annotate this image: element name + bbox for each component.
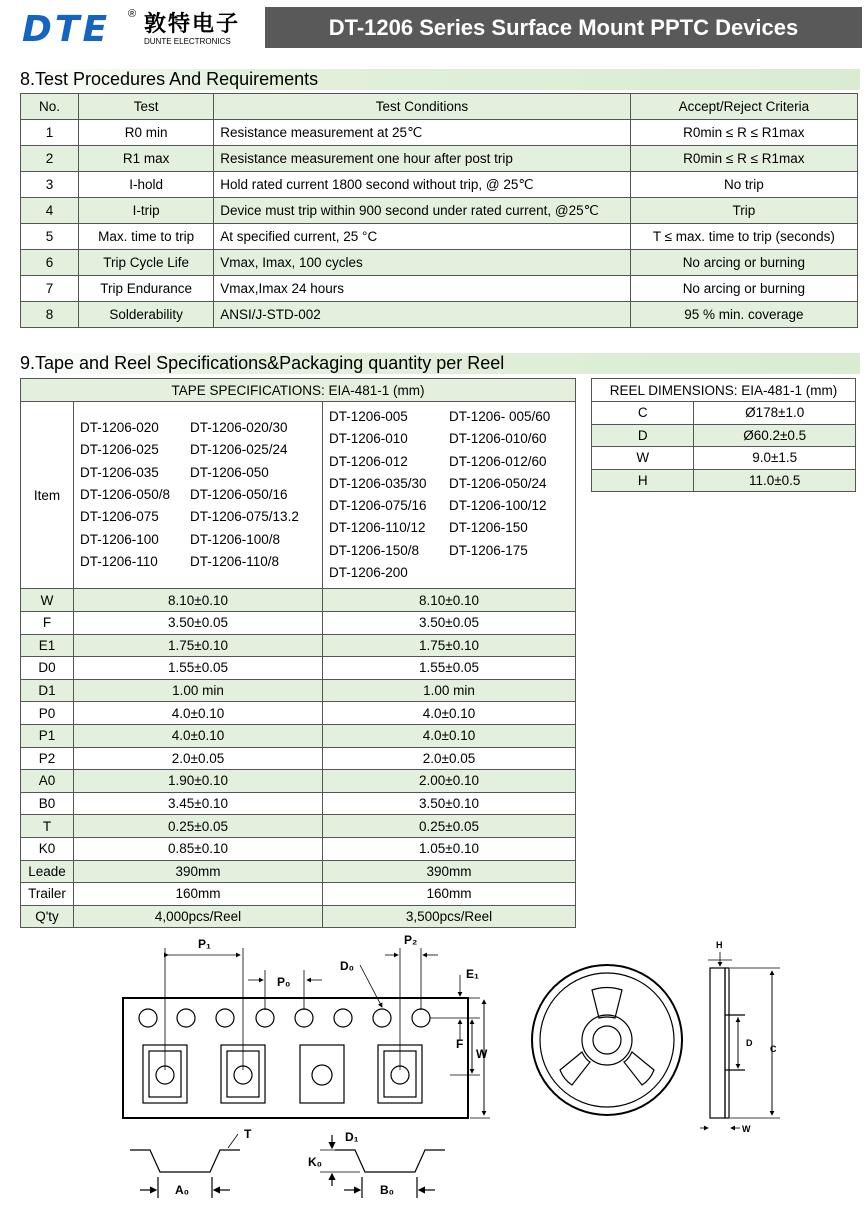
table-row xyxy=(21,146,858,172)
item-part-number: DT-1206-020/30 xyxy=(190,420,288,436)
table-row xyxy=(592,402,856,425)
table-cell: I-hold xyxy=(79,172,214,198)
table-cell: Trip xyxy=(630,198,857,224)
item-part-number: DT-1206-010/60 xyxy=(449,431,547,447)
section-9-title: 9.Tape and Reel Specifications&Packaging quantity per Reel xyxy=(20,353,860,374)
table-row xyxy=(21,724,576,747)
item-part-number: DT-1206-050 xyxy=(190,464,269,480)
table-cell: 160mm xyxy=(323,883,576,906)
table-cell: H xyxy=(592,469,694,492)
table-cell: W xyxy=(592,447,694,470)
item-part-number: DT-1206-050/24 xyxy=(449,475,547,491)
item-part-number: DT-1206-035/30 xyxy=(329,475,427,491)
item-part-number: DT-1206-025/24 xyxy=(190,442,288,458)
table-cell: 1.90±0.10 xyxy=(74,770,323,793)
table-cell: R0min ≤ R ≤ R1max xyxy=(630,120,857,146)
table-cell: 3.50±0.05 xyxy=(74,611,323,634)
tape-spec-header: TAPE SPECIFICATIONS: EIA-481-1 (mm) xyxy=(21,379,576,402)
item-part-number: DT-1206-175 xyxy=(449,542,528,558)
item-part-number xyxy=(449,562,569,584)
table-row xyxy=(592,469,856,492)
table-cell: 95 % min. coverage xyxy=(630,302,857,328)
table-cell: 1.00 min xyxy=(74,679,323,702)
label-reel-c: C xyxy=(770,1044,777,1054)
table-cell: 3.45±0.10 xyxy=(74,792,323,815)
item-part-number: DT-1206-075/13.2 xyxy=(190,509,299,525)
carrier-tape-drawing xyxy=(123,948,490,1198)
table-cell: 1 xyxy=(21,120,79,146)
label-t: T xyxy=(244,1127,252,1141)
table-cell: Ø60.2±0.5 xyxy=(694,424,856,447)
table-cell: 0.25±0.05 xyxy=(323,815,576,838)
table-cell: 1.05±0.10 xyxy=(323,837,576,860)
item-part-number: DT-1206-005 xyxy=(329,409,408,424)
item-part-number: DT-1206-050/8 xyxy=(80,487,171,503)
table-row xyxy=(21,679,576,702)
section-8-title: 8.Test Procedures And Requirements xyxy=(20,69,860,90)
item-part-number: DT-1206-110/8 xyxy=(190,553,280,569)
item-part-number: DT-1206-100 xyxy=(80,531,159,547)
item-part-number: DT-1206-025 xyxy=(80,442,159,458)
item-part-number: DT-1206-150/8 xyxy=(329,542,420,558)
table-cell: 4 xyxy=(21,198,79,224)
table-cell: 6 xyxy=(21,250,79,276)
label-e1: E₁ xyxy=(466,967,479,981)
table-row xyxy=(21,747,576,770)
label-reel-h: H xyxy=(716,940,723,950)
table-row xyxy=(21,250,858,276)
label-p0: P₀ xyxy=(277,975,291,989)
label-k0: K₀ xyxy=(308,1155,323,1169)
table-cell: 1.75±0.10 xyxy=(74,634,323,657)
table-cell: 11.0±0.5 xyxy=(694,469,856,492)
column-header: Test Conditions xyxy=(214,94,630,120)
table-cell: 4.0±0.10 xyxy=(74,724,323,747)
label-p2: P₂ xyxy=(404,933,418,947)
table-cell: 3 xyxy=(21,172,79,198)
item-part-number: DT-1206-012 xyxy=(329,453,408,469)
table-cell: 2 xyxy=(21,146,79,172)
table-row xyxy=(21,702,576,725)
table-cell: 2.0±0.05 xyxy=(74,747,323,770)
document-title: DT-1206 Series Surface Mount PPTC Devices xyxy=(265,7,862,48)
item-part-number: DT-1206-110 xyxy=(80,553,158,569)
table-cell: D1 xyxy=(21,679,74,702)
table-cell: 8.10±0.10 xyxy=(74,589,323,612)
table-cell: Q'ty xyxy=(21,905,74,928)
table-cell: No arcing or burning xyxy=(630,276,857,302)
item-label: Item xyxy=(21,402,74,589)
label-d0: D₀ xyxy=(340,959,355,973)
item-part-number: DT-1206-010 xyxy=(329,431,408,447)
table-cell: P2 xyxy=(21,747,74,770)
column-header: Accept/Reject Criteria xyxy=(630,94,857,120)
table-cell: 3,500pcs/Reel xyxy=(323,905,576,928)
table-row xyxy=(21,198,858,224)
test-procedures-table xyxy=(20,93,858,328)
item-part-number: DT-1206-050/16 xyxy=(190,487,288,503)
reel-drawing xyxy=(532,952,780,1128)
table-row xyxy=(592,447,856,470)
label-b0: B₀ xyxy=(380,1183,395,1197)
table-cell: Resistance measurement one hour after post trip xyxy=(214,146,630,172)
registered-mark: ® xyxy=(128,8,137,20)
label-a0: A₀ xyxy=(175,1183,190,1197)
company-name-cn: 敦特电子 xyxy=(144,11,241,36)
item-part-number: DT-1206- 005/60 xyxy=(449,409,551,424)
table-row xyxy=(592,424,856,447)
table-cell: 1.00 min xyxy=(323,679,576,702)
item-part-number: DT-1206-035 xyxy=(80,464,159,480)
table-cell: 9.0±1.5 xyxy=(694,447,856,470)
column-header: Test xyxy=(79,94,214,120)
table-row xyxy=(21,883,576,906)
table-cell: C xyxy=(592,402,694,425)
table-cell: R1 max xyxy=(79,146,214,172)
table-row xyxy=(21,634,576,657)
table-cell: 2.00±0.10 xyxy=(323,770,576,793)
item-part-number: DT-1206-200 xyxy=(329,565,408,581)
table-cell: D0 xyxy=(21,657,74,680)
table-row xyxy=(21,302,858,328)
label-d1: D₁ xyxy=(345,1130,359,1144)
table-cell: T ≤ max. time to trip (seconds) xyxy=(630,224,857,250)
company-logo xyxy=(22,10,262,50)
table-cell: R0min ≤ R ≤ R1max xyxy=(630,146,857,172)
table-row xyxy=(21,120,858,146)
company-name-en: DUNTE ELECTRONICS xyxy=(144,37,231,46)
table-cell: No trip xyxy=(630,172,857,198)
table-row xyxy=(21,172,858,198)
table-cell: Device must trip within 900 second under rated current, @25℃ xyxy=(214,198,630,224)
table-cell: 4.0±0.10 xyxy=(323,702,576,725)
table-cell: 4,000pcs/Reel xyxy=(74,905,323,928)
table-cell: P0 xyxy=(21,702,74,725)
table-cell: Max. time to trip xyxy=(79,224,214,250)
table-row xyxy=(21,224,858,250)
table-cell: Vmax,Imax 24 hours xyxy=(214,276,630,302)
table-row xyxy=(21,792,576,815)
table-cell: P1 xyxy=(21,724,74,747)
table-cell: Resistance measurement at 25℃ xyxy=(214,120,630,146)
item-part-number: DT-1206-100/12 xyxy=(449,498,547,514)
item-part-number: DT-1206-075/16 xyxy=(329,498,427,514)
table-cell: 3.50±0.10 xyxy=(323,792,576,815)
logo-mark: DTE xyxy=(22,9,111,50)
tape-specifications-table xyxy=(20,378,576,928)
table-cell: I-trip xyxy=(79,198,214,224)
table-cell: T xyxy=(21,815,74,838)
item-part-number: DT-1206-020 xyxy=(80,420,159,436)
table-cell: Leade xyxy=(21,860,74,883)
table-cell: F xyxy=(21,611,74,634)
table-cell: 390mm xyxy=(74,860,323,883)
table-cell: 2.0±0.05 xyxy=(323,747,576,770)
item-part-number: DT-1206-100/8 xyxy=(190,531,281,547)
label-w: W xyxy=(476,1047,488,1061)
reel-dim-header: REEL DIMENSIONS: EIA-481-1 (mm) xyxy=(592,379,856,402)
table-cell: B0 xyxy=(21,792,74,815)
item-part-number: DT-1206-012/60 xyxy=(449,453,547,469)
table-cell: 5 xyxy=(21,224,79,250)
table-cell: At specified current, 25 °C xyxy=(214,224,630,250)
item-list-left xyxy=(74,402,323,589)
table-row xyxy=(21,657,576,680)
table-cell: Trailer xyxy=(21,883,74,906)
item-list-right xyxy=(323,402,576,589)
reel-dimensions-table xyxy=(591,378,856,492)
item-part-number: DT-1206-150 xyxy=(449,520,528,536)
table-row xyxy=(21,815,576,838)
table-cell: 0.85±0.10 xyxy=(74,837,323,860)
table-cell: No arcing or burning xyxy=(630,250,857,276)
table-cell: 0.25±0.05 xyxy=(74,815,323,838)
table-cell: A0 xyxy=(21,770,74,793)
table-cell: Hold rated current 1800 second without trip, @ 25℃ xyxy=(214,172,630,198)
table-cell: E1 xyxy=(21,634,74,657)
table-cell: 7 xyxy=(21,276,79,302)
table-cell: 1.75±0.10 xyxy=(323,634,576,657)
table-row xyxy=(21,611,576,634)
table-row xyxy=(21,837,576,860)
table-cell: K0 xyxy=(21,837,74,860)
table-cell: 3.50±0.05 xyxy=(323,611,576,634)
table-cell: 390mm xyxy=(323,860,576,883)
table-header-row xyxy=(21,94,858,120)
table-cell: 4.0±0.10 xyxy=(74,702,323,725)
table-cell: R0 min xyxy=(79,120,214,146)
label-f: F xyxy=(456,1037,464,1051)
label-p1: P₁ xyxy=(198,937,211,951)
table-row xyxy=(21,770,576,793)
item-part-number: DT-1206-110/12 xyxy=(329,520,426,536)
table-cell: W xyxy=(21,589,74,612)
table-row xyxy=(21,589,576,612)
column-header: No. xyxy=(21,94,79,120)
table-cell: 1.55±0.05 xyxy=(74,657,323,680)
tape-and-reel-drawing xyxy=(120,930,865,1205)
table-cell: 1.55±0.05 xyxy=(323,657,576,680)
label-reel-d: D xyxy=(746,1038,753,1048)
table-row xyxy=(21,276,858,302)
table-cell: 160mm xyxy=(74,883,323,906)
table-cell: 8 xyxy=(21,302,79,328)
table-cell: Trip Cycle Life xyxy=(79,250,214,276)
table-cell: Ø178±1.0 xyxy=(694,402,856,425)
label-reel-w: W xyxy=(742,1124,751,1134)
table-cell: Solderability xyxy=(79,302,214,328)
table-cell: ANSI/J-STD-002 xyxy=(214,302,630,328)
table-row xyxy=(21,905,576,928)
table-cell: Vmax, Imax, 100 cycles xyxy=(214,250,630,276)
table-cell: 8.10±0.10 xyxy=(323,589,576,612)
table-cell: D xyxy=(592,424,694,447)
table-cell: Trip Endurance xyxy=(79,276,214,302)
table-row xyxy=(21,860,576,883)
item-part-number: DT-1206-075 xyxy=(80,509,159,525)
table-cell: 4.0±0.10 xyxy=(323,724,576,747)
